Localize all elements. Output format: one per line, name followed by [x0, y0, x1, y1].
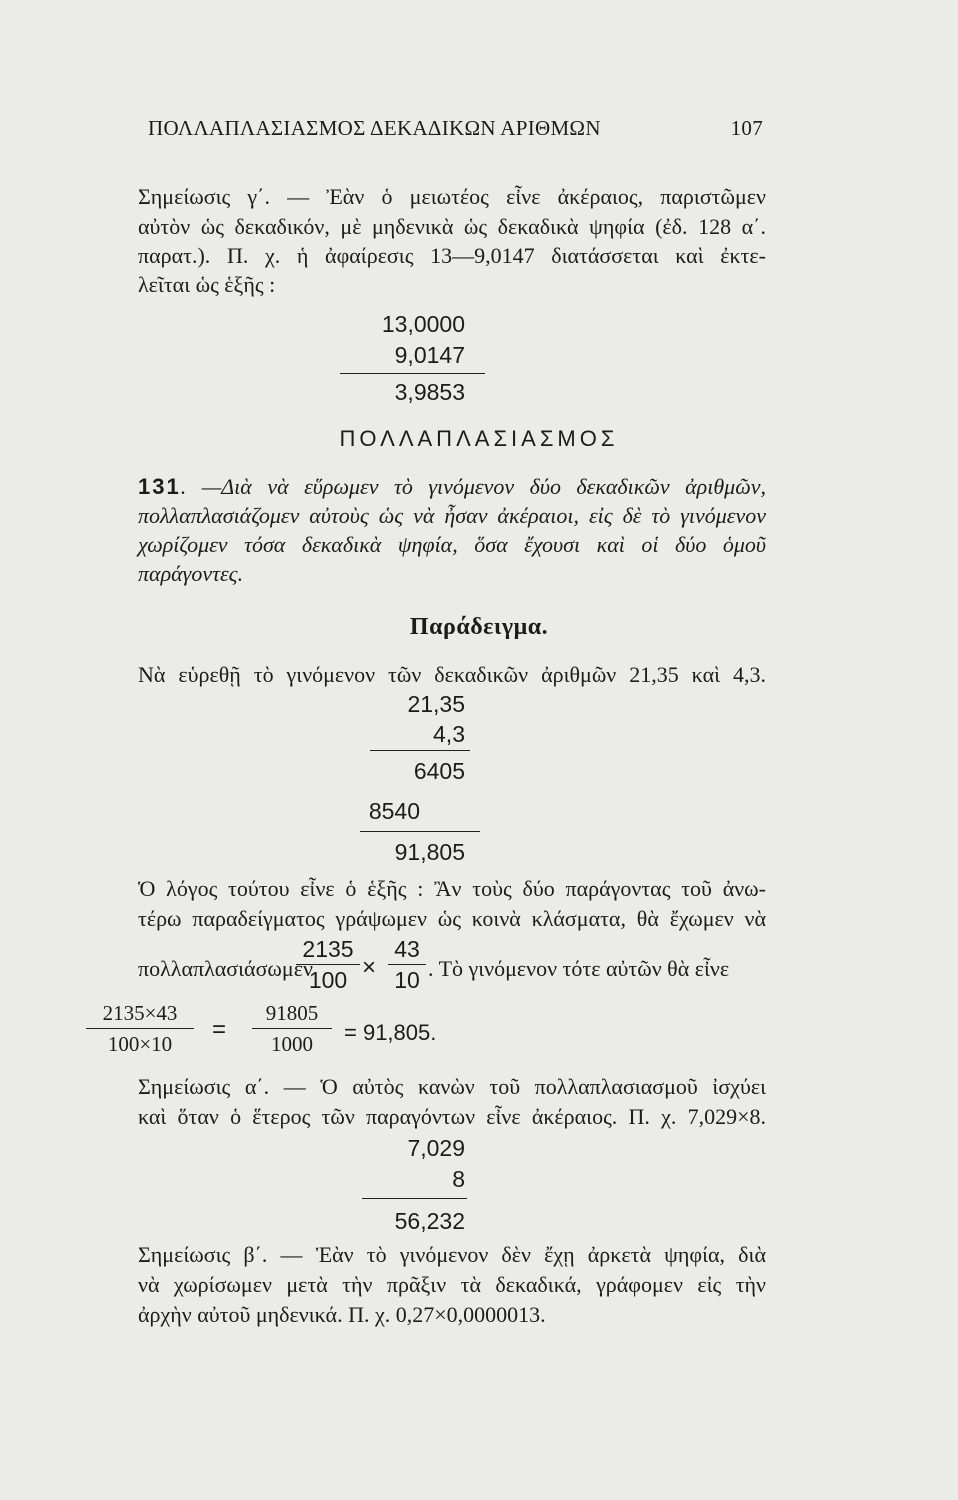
paragraph-line: νὰ χωρίσωμεν μετὰ τὴν πρᾶξιν τὰ δεκαδικά, γράφομεν εἰς τὴν — [138, 1272, 766, 1297]
minuend: 13,0000 — [381, 311, 465, 337]
paragraph-line: πολλαπλασιάζομεν αὐτοὺς ὡς νὰ ἦσαν ἀκέραιοι, εἰς δὲ τὸ γινόμενον — [138, 503, 766, 528]
fraction-denominator: 10 — [394, 967, 420, 993]
fraction-91805-1000 — [252, 1000, 332, 1057]
paragraph-line: Σημείωσις γ΄. — Ἐὰν ὁ μειωτέος εἶνε ἀκέραιος, παριστῶμεν — [138, 184, 766, 209]
fraction-denominator: 1000 — [271, 1032, 313, 1056]
example-statement: Νὰ εὑρεθῇ τὸ γινόμενον τῶν δεκαδικῶν ἀριθμῶν 21,35 καὶ 4,3. — [138, 662, 766, 687]
calc-rule — [370, 750, 470, 751]
paragraph-line: παράγοντες. — [138, 561, 244, 586]
fraction-bar — [296, 964, 360, 965]
product: 56,232 — [394, 1208, 465, 1234]
fraction-numerator: 91805 — [265, 1001, 319, 1025]
header-title: ΠΟΛΛΑΠΛΑΣΙΑΣΜΟΣ ΔΕΚΑΔΙΚΩΝ ΑΡΙΘΜΩΝ — [148, 116, 601, 140]
calc-rule — [362, 1198, 467, 1199]
multiply-prefix: πολλαπλασιάσωμεν — [138, 956, 313, 981]
section-heading: ΠΟΛΛΑΠΛΑΣΙΑΣΜΟΣ — [339, 426, 619, 451]
factor-1: 21,35 — [407, 691, 465, 717]
fraction-2135x43-over-100x10 — [86, 1000, 194, 1057]
paragraph-line — [138, 472, 766, 502]
fraction-denominator: 100×10 — [107, 1032, 173, 1056]
calc-rule — [360, 831, 480, 832]
factor-2: 4,3 — [433, 721, 465, 747]
partial-product-2: 8540 — [368, 798, 420, 824]
fraction-numerator: 2135×43 — [102, 1001, 178, 1025]
page-number: 107 — [730, 116, 763, 140]
paragraph-line: χωρίζομεν τόσα δεκαδικὰ ψηφία, ὅσα ἔχουσι καὶ οἱ δύο ὁμοῦ — [138, 532, 766, 557]
paragraph-line: αὐτὸν ὡς δεκαδικόν, μὲ μηδενικὰ ὡς δεκαδικὰ ψηφία (ἐδ. 128 α΄. — [138, 214, 766, 239]
fraction-denominator: 100 — [308, 967, 348, 993]
paragraph-line: Σημείωσις β΄. — Ἐὰν τὸ γινόμενον δὲν ἔχῃ ἀρκετὰ ψηφία, διὰ — [138, 1242, 766, 1267]
paragraph-line: Ὁ λόγος τούτου εἶνε ὁ ἑξῆς : Ἂν τοὺς δύο παράγοντας τοῦ ἀνω- — [138, 876, 766, 901]
fraction-43-10 — [388, 936, 426, 993]
difference: 3,9853 — [394, 379, 465, 405]
fraction-numerator: 43 — [394, 936, 420, 962]
fraction-numerator: 2135 — [302, 936, 354, 962]
fraction-2135-100 — [296, 936, 360, 993]
partial-product-1: 6405 — [413, 758, 465, 784]
subtrahend: 9,0147 — [394, 342, 465, 368]
paragraph-line: παρατ.). Π. χ. ἡ ἀφαίρεσις 13—9,0147 διατάσσεται καὶ ἐκτε- — [138, 243, 766, 268]
fraction-bar — [388, 964, 426, 965]
paragraph-line: ἀρχὴν αὐτοῦ μηδενικά. Π. χ. 0,27×0,0000013. — [138, 1302, 546, 1327]
section-first-line: . —Διὰ νὰ εὕρωμεν τὸ γινόμενον δύο δεκαδικῶν ἀριθμῶν, — [180, 474, 766, 499]
paragraph-line: Σημείωσις α΄. — Ὁ αὐτὸς κανὼν τοῦ πολλαπλασιασμοῦ ἰσχύει — [138, 1074, 766, 1099]
factor-1: 7,029 — [407, 1135, 465, 1161]
paragraph-line: τέρω παραδείγματος γράψωμεν ὡς κοινὰ κλάσματα, θὰ ἔχωμεν νὰ — [138, 906, 766, 931]
fraction-bar — [86, 1028, 194, 1029]
product-text: . Τὸ γινόμενον τότε αὐτῶν θὰ εἶνε — [428, 956, 730, 981]
product: 91,805 — [394, 839, 465, 865]
equation-result: = 91,805. — [344, 1020, 437, 1045]
example-heading: Παράδειγμα. — [409, 614, 549, 640]
paragraph-line: καὶ ὅταν ὁ ἕτερος τῶν παραγόντων εἶνε ἀκέραιος. Π. χ. 7,029×8. — [138, 1104, 766, 1129]
fraction-bar — [252, 1028, 332, 1029]
paragraph-line: λεῖται ὡς ἑξῆς : — [138, 272, 276, 297]
equals-sign: = — [212, 1016, 227, 1043]
calc-rule — [340, 373, 485, 374]
section-number: 131 — [138, 474, 181, 499]
factor-2: 8 — [452, 1166, 465, 1192]
times-sign: × — [362, 954, 377, 981]
